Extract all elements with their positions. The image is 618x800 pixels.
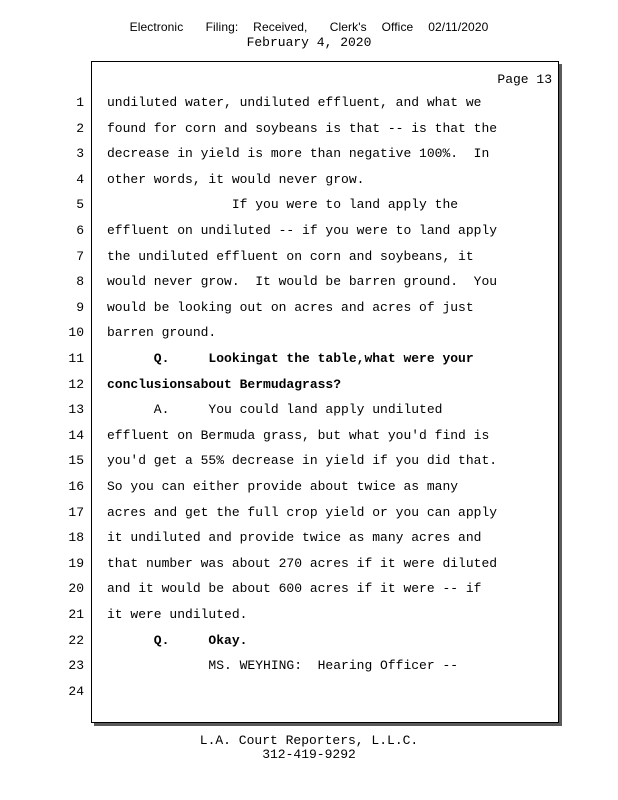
line-text: decrease in yield is more than negative 100%. In — [107, 146, 490, 161]
line-number: 7 — [76, 249, 84, 264]
line-number: 22 — [68, 633, 84, 648]
line-text: effluent on Bermuda grass, but what you'd find is — [107, 428, 490, 443]
line-number: 21 — [68, 607, 84, 622]
line-number: 17 — [68, 505, 84, 520]
line-text: A. You could land apply undiluted — [107, 402, 443, 417]
line-text: barren ground. — [107, 325, 217, 340]
line-number: 13 — [68, 402, 84, 417]
line-number: 18 — [68, 530, 84, 545]
line-text: undiluted water, undiluted effluent, and what we — [107, 95, 482, 110]
line-text: effluent on undiluted -- if you were to land apply — [107, 223, 498, 238]
line-text: found for corn and soybeans is that -- is that the — [107, 121, 498, 136]
line-number: 11 — [68, 351, 84, 366]
line-number: 12 — [68, 377, 84, 392]
line-text: Q. Okay. — [107, 633, 248, 648]
line-number: 8 — [76, 274, 84, 289]
line-number: 15 — [68, 453, 84, 468]
reporter-company: L.A. Court Reporters, L.L.C. — [199, 733, 419, 748]
line-text: would never grow. It would be barren ground. You — [107, 274, 498, 289]
line-number: 1 — [76, 95, 84, 110]
line-number: 3 — [76, 146, 84, 161]
line-number: 16 — [68, 479, 84, 494]
line-text: it were undiluted. — [107, 607, 248, 622]
line-number: 19 — [68, 556, 84, 571]
line-text: that number was about 270 acres if it were diluted — [107, 556, 498, 571]
line-text: conclusionsabout Bermudagrass? — [107, 377, 342, 392]
line-text: it undiluted and provide twice as many acres and — [107, 530, 482, 545]
line-number: 23 — [68, 658, 84, 673]
filing-stamp: Electronic Filing: Received, Clerk's Office 02/11/2020 — [129, 20, 489, 34]
line-text: So you can either provide about twice as many — [107, 479, 459, 494]
transcript-date: February 4, 2020 — [246, 35, 372, 50]
line-number: 5 — [76, 197, 84, 212]
reporter-phone: 312-419-9292 — [262, 747, 356, 762]
line-text: other words, it would never grow. — [107, 172, 365, 187]
line-text: MS. WEYHING: Hearing Officer -- — [107, 658, 459, 673]
line-text: and it would be about 600 acres if it were -- if — [107, 581, 482, 596]
line-text: you'd get a 55% decrease in yield if you did that. — [107, 453, 498, 468]
line-number: 9 — [76, 300, 84, 315]
line-text: Q. Lookingat the table,what were your — [107, 351, 474, 366]
line-text: If you were to land apply the — [107, 197, 459, 212]
line-number: 14 — [68, 428, 84, 443]
line-number: 6 — [76, 223, 84, 238]
line-number: 4 — [76, 172, 84, 187]
line-number: 2 — [76, 121, 84, 136]
page-number: Page 13 — [497, 72, 552, 87]
line-text: acres and get the full crop yield or you can apply — [107, 505, 498, 520]
line-text: the undiluted effluent on corn and soybeans, it — [107, 249, 474, 264]
line-number: 10 — [68, 325, 84, 340]
line-text: would be looking out on acres and acres of just — [107, 300, 474, 315]
line-number: 24 — [68, 684, 84, 699]
line-number: 20 — [68, 581, 84, 596]
